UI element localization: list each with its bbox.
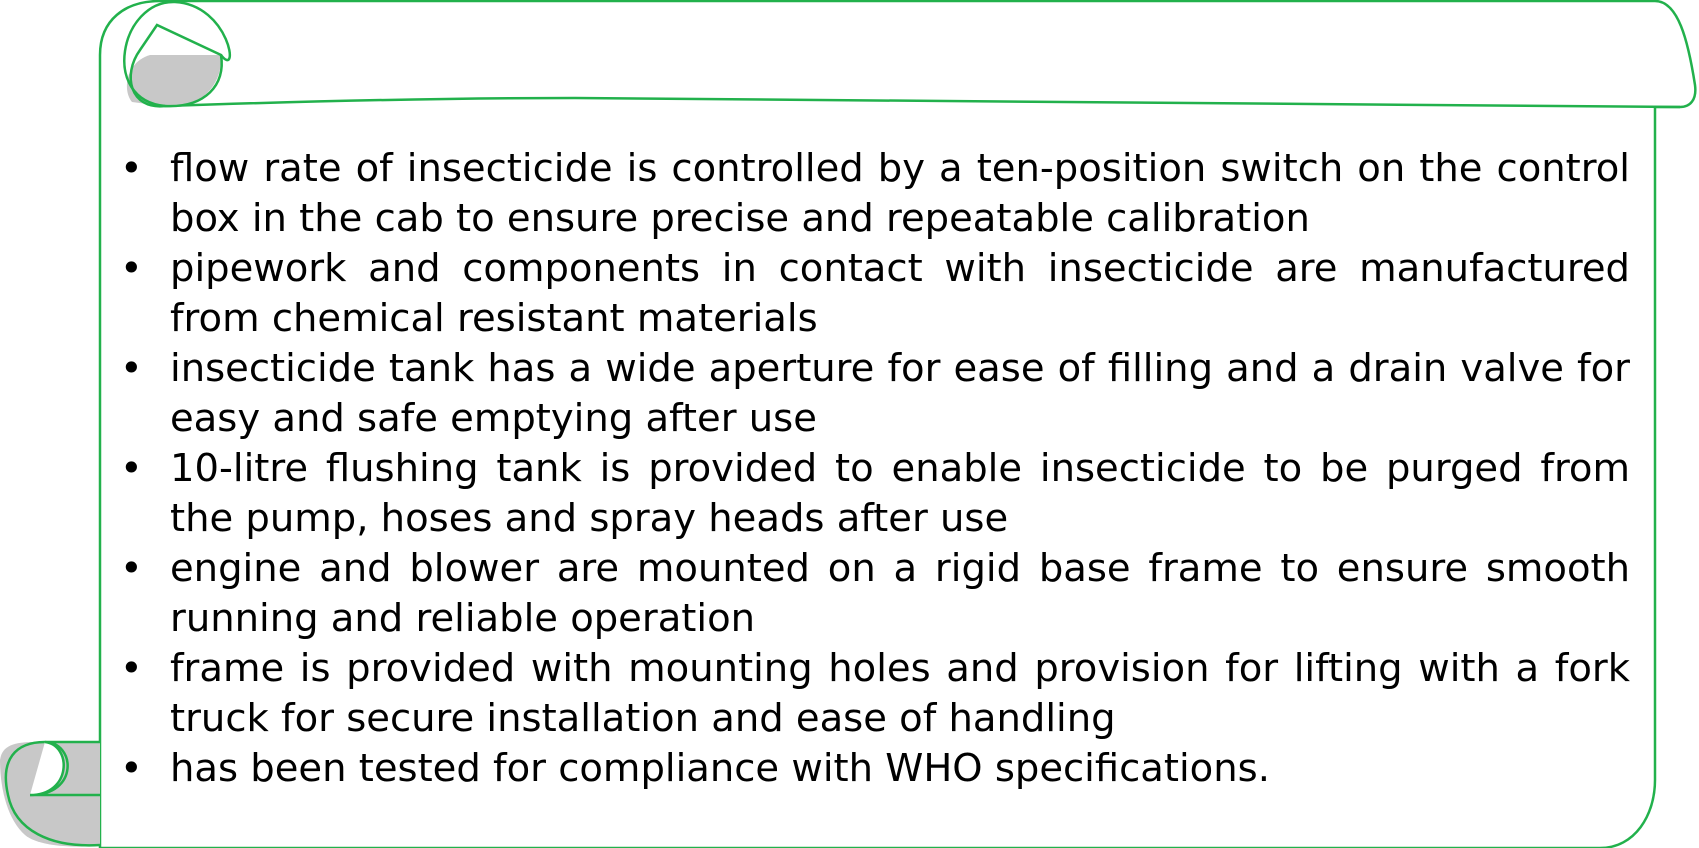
bullet-mark: • <box>120 446 143 491</box>
bullet-mark: • <box>120 246 143 291</box>
bullet-mark: • <box>120 746 143 791</box>
bullet-item <box>120 244 1630 344</box>
bullet-item <box>120 344 1630 444</box>
bullet-item <box>120 444 1630 544</box>
bullet-text: engine and blower are mounted on a rigid base frame to ensure smooth running and reliable operation <box>170 546 1630 641</box>
bullet-mark: • <box>120 346 143 391</box>
bullet-text: 10-litre flushing tank is provided to enable insecticide to be purged from the pump, hoses and spray heads after use <box>170 446 1630 541</box>
bullet-text: flow rate of insecticide is controlled by a ten-position switch on the control box in the cab to ensure precise and repeatable calibration <box>170 146 1630 241</box>
bullet-mark: • <box>120 146 143 191</box>
bullet-mark: • <box>120 546 143 591</box>
feature-bullet-list <box>120 144 1630 794</box>
bullet-item <box>120 644 1630 744</box>
bullet-item <box>120 744 1630 794</box>
bullet-item <box>120 544 1630 644</box>
bullet-text: frame is provided with mounting holes and provision for lifting with a fork truck for secure installation and ease of handling <box>170 646 1630 741</box>
bullet-text: pipework and components in contact with insecticide are manufactured from chemical resistant materials <box>170 246 1630 341</box>
bullet-text: insecticide tank has a wide aperture for ease of filling and a drain valve for easy and safe emptying after use <box>170 346 1630 441</box>
bullet-text: has been tested for compliance with WHO specifications. <box>170 746 1270 791</box>
bullet-item <box>120 144 1630 244</box>
bullet-mark: • <box>120 646 143 691</box>
